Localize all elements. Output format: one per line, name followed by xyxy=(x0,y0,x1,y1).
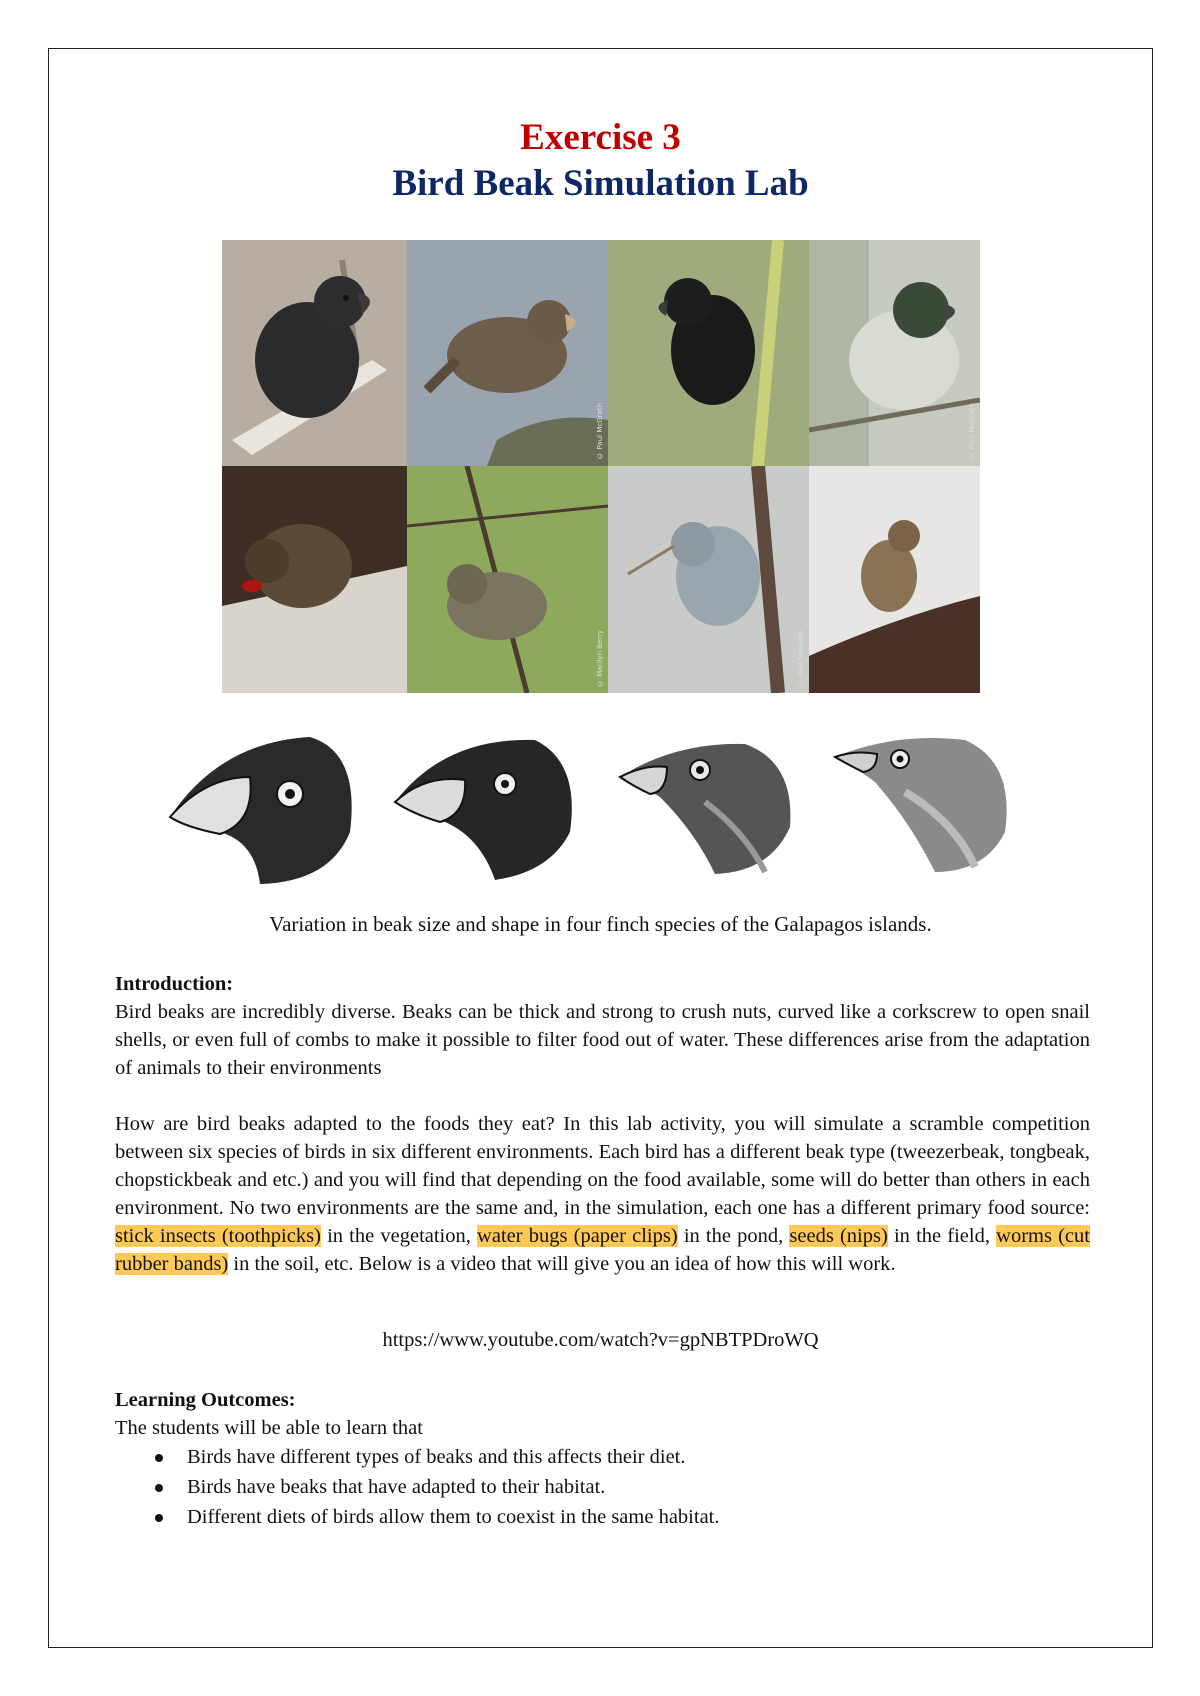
photo-credit: © Paul McGrath xyxy=(797,630,805,687)
photo-credit: © Paul McGrath xyxy=(968,403,976,460)
exercise-number: Exercise 3 xyxy=(520,117,681,158)
highlight-seeds: seeds (nips) xyxy=(789,1225,888,1247)
para2-text: in the soil, etc. Below is a video that will give you an idea of how this will work. xyxy=(228,1253,896,1275)
woodpecker-finch-with-stick-photo xyxy=(608,466,809,693)
page-title: Bird Beak Simulation Lab xyxy=(392,163,809,204)
video-link[interactable]: https://www.youtube.com/watch?v=gpNBTPDroWQ xyxy=(382,1329,819,1351)
sketch-warbler-beak-finch xyxy=(825,722,1025,887)
list-item xyxy=(115,1442,1090,1472)
para2-text: in the vegetation, xyxy=(320,1225,478,1247)
learning-outcomes-heading: Learning Outcomes: xyxy=(115,1389,296,1411)
photo-credit: © Paul McGrath xyxy=(596,403,604,460)
list-item-text: Birds have different types of beaks and this affects their diet. xyxy=(187,1446,686,1468)
finch-beak-sketches xyxy=(160,722,1060,887)
title-block xyxy=(48,115,1153,207)
warbler-finch-photo xyxy=(407,466,608,693)
introduction-heading: Introduction: xyxy=(115,973,234,995)
bullet-icon xyxy=(155,1454,163,1462)
small-ground-finch-on-roof-photo xyxy=(809,466,980,693)
medium-ground-finch-photo xyxy=(407,240,608,466)
list-item xyxy=(115,1502,1090,1532)
highlight-stick-insects: stick insects (toothpicks) xyxy=(115,1225,321,1247)
bullet-icon xyxy=(155,1484,163,1492)
sketch-large-beak-finch xyxy=(160,722,365,887)
figure-caption: Variation in beak size and shape in four finch species of the Galapagos islands. xyxy=(269,912,932,936)
black-finch-on-branch-photo xyxy=(608,240,809,466)
large-ground-finch-photo xyxy=(222,240,407,466)
learning-outcomes-section xyxy=(115,1386,1090,1532)
finch-photo-grid xyxy=(222,240,980,693)
introduction-paragraph-2 xyxy=(115,1110,1090,1278)
highlight-water-bugs: water bugs (paper clips) xyxy=(477,1225,678,1247)
sketch-small-beak-finch xyxy=(605,722,805,887)
introduction-paragraph-1: Bird beaks are incredibly diverse. Beaks can be thick and strong to crush nuts, curved like a corkscrew to open snail shells, or even full of combs to make it possible to filter food out of water. These differences arise from the adaptation of animals to their environments xyxy=(115,1001,1090,1079)
learning-outcomes-intro: The students will be able to learn that xyxy=(115,1417,423,1439)
bullet-icon xyxy=(155,1514,163,1522)
vampire-finch-photo xyxy=(222,466,407,693)
list-item-text: Different diets of birds allow them to coexist in the same habitat. xyxy=(187,1506,720,1528)
learning-outcomes-list xyxy=(115,1442,1090,1532)
vegetarian-finch-photo xyxy=(809,240,980,466)
photo-credit: © Marilyn Berry xyxy=(596,629,604,687)
sketch-medium-beak-finch xyxy=(385,722,585,887)
introduction-section xyxy=(115,970,1090,1278)
para2-text: How are bird beaks adapted to the foods they eat? In this lab activity, you will simulate a scramble competition between six species of birds in six different environments. Each bird has a different beak type (tweezerbeak, tongbeak, chopstickbeak and etc.) and you will find that depending on the food available, some will do better than others in each environment. No two environments are the same and, in the simulation, each one has a different primary food source: xyxy=(115,1113,1090,1219)
para2-text: in the pond, xyxy=(677,1225,790,1247)
list-item-text: Birds have beaks that have adapted to their habitat. xyxy=(187,1476,606,1498)
para2-text: in the field, xyxy=(887,1225,997,1247)
highlight-worms: worms (cut rubber bands) xyxy=(115,1225,1090,1275)
list-item xyxy=(115,1472,1090,1502)
